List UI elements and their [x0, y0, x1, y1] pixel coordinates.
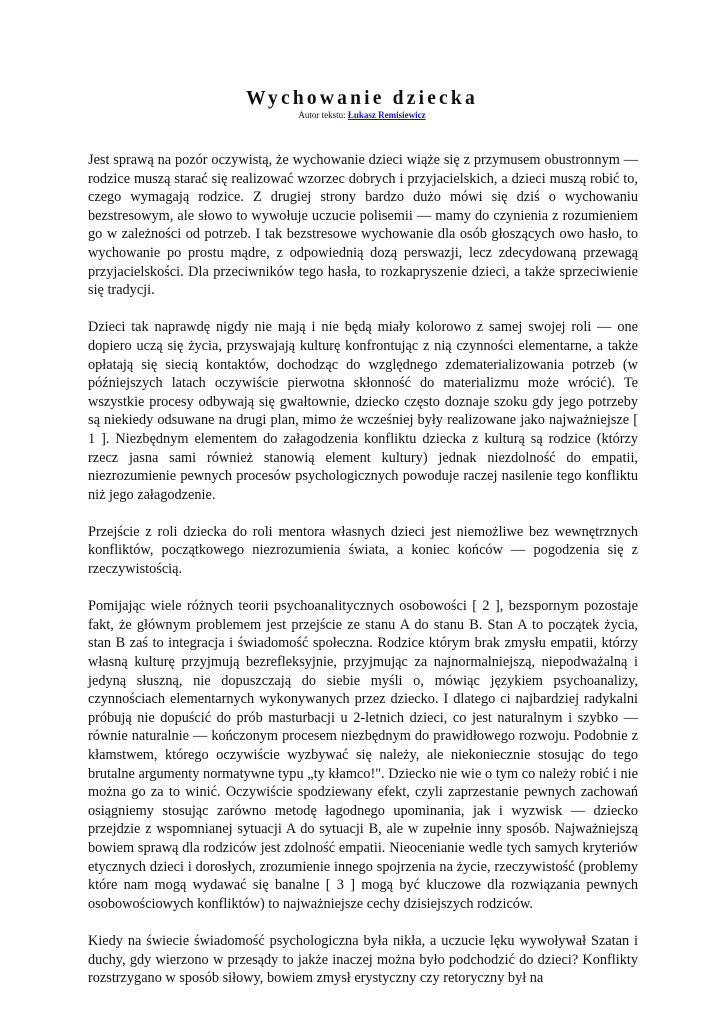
article-body [88, 151, 638, 1006]
paragraph: Przejście z roli dziecka do roli mentora własnych dzieci jest niemożliwe bez wewnętrznych konfliktów, początkowego niezrozumienia świata, a koniec końców — pogodzenia się z rzeczywistością. [88, 523, 638, 578]
paragraph: Jest sprawą na pozór oczywistą, że wychowanie dzieci wiąże się z przymusem obustronnym — rodzice muszą starać się realizować wzorzec dobrych i przyjacielskich, a dzieci muszą robić to, czego wymagają rodzice. Z drugiej strony bardzo dużo mówi się dziś o wychowaniu bezstresowym, ale słowo to wywołuje uczucie polisemii — mamy do czynienia z rozumieniem go w zależności od potrzeb. I tak bezstresowe wychowanie dla osób głoszących owo hasło, to wychowanie po prostu mądre, z odpowiednią dozą perswazji, lecz zdecydowaną przewagą przyjacielskości. Dla przeciwników tego hasła, to rozkapryszenie dzieci, a także sprzeciwienie się tradycji. [88, 152, 638, 299]
paragraph: Pomijając wiele różnych teorii psychoanalitycznych osobowości [ 2 ], bezspornym pozostaje fakt, że głównym problemem jest przejście ze stanu A do stanu B. Stan A to początek życia, stan B zaś to integracja i świadomość społeczna. Rodzice którym brak zmysłu empatii, którzy własną kulturę przyjmują bezrefleksyjnie, przyjmując za najnormalniejszą, niepodważalną i jedyną słuszną, nie dopuszczają do siebie myśli o, mówiąc językiem psychoanalizy, czynnościach elementarnych wykonywanych przez dziecko. I dlatego ci najbardziej radykalni próbują nie dopuścić do prób masturbacji u 2-letnich dzieci, co jest naturalnym i szybko — równie naturalnie — kończonym procesem niezbędnym do prawidłowego rozwoju. Podobnie z kłamstwem, którego oczywiście wyzbywać się należy, ale niekoniecznie stosując do tego brutalne argumenty normatywne typu „ty kłamco!". Dziecko nie wie o tym co należy robić i nie można go za to winić. Oczywiście spodziewany efekt, czyli zaprzestanie pewnych zachowań osiągniemy stosując zarówno metodę łagodnego upominania, jak i wyzwisk — dziecko przejdzie z wspomnianej sytuacji A do sytuacji B, ale w zupełnie inny sposób. Najważniejszą bowiem sprawą dla rodziców jest zdolność empatii. Nieocenianie wedle tych samych kryteriów etycznych dzieci i dorosłych, zrozumienie innego spojrzenia na życie, rzeczywistość (problemy które nam mogą wydawać się banalne [ 3 ] mogą być kluczowe dla rozwiązania pewnych osobowościowych konfliktów) to najważniejsze cechy dzisiejszych rodziców. [88, 598, 638, 912]
document-title: Wychowanie dziecka [246, 88, 478, 109]
author-link[interactable]: Łukasz Remisiewicz [347, 110, 426, 120]
paragraph: Kiedy na świecie świadomość psychologiczna była nikła, a uczucie lęku wywoływał Szatan i duchy, gdy wierzono w przesądy to jakże inaczej można było podchodzić do dzieci? Konflikty rozstrzygano w sposób siłowy, bowiem zmysł erystyczny czy retoryczny był na [88, 932, 638, 987]
author-line [0, 110, 724, 120]
author-label: Autor tekstu: [298, 110, 346, 120]
paragraph: Dzieci tak naprawdę nigdy nie mają i nie będą miały kolorowo z samej swojej roli — one dopiero uczą się życia, przyswajają kulturę konfrontując z nią czynności elementarne, a także opłatają się siecią kontaktów, dochodząc do względnego zdematerializowania potrzeb (w późniejszych latach oczywiście pierwotna skłonność do materializmu może wrócić). Te wszystkie procesy odbywają się gwałtownie, dziecko często doznaje szoku gdy jego potrzeby są niekiedy odsuwane na drugi plan, mimo że wcześniej były realizowane jako najważniejsze [ 1 ]. Niezbędnym elementem do załagodzenia konfliktu dziecka z kulturą są rodzice (którzy rzecz jasna sami również stanowią element kultury) jednak niezdolność do empatii, niezrozumienie pewnych procesów psychologicznych powoduje raczej nasilenie tego konfliktu niż jego załagodzenie. [88, 319, 638, 503]
